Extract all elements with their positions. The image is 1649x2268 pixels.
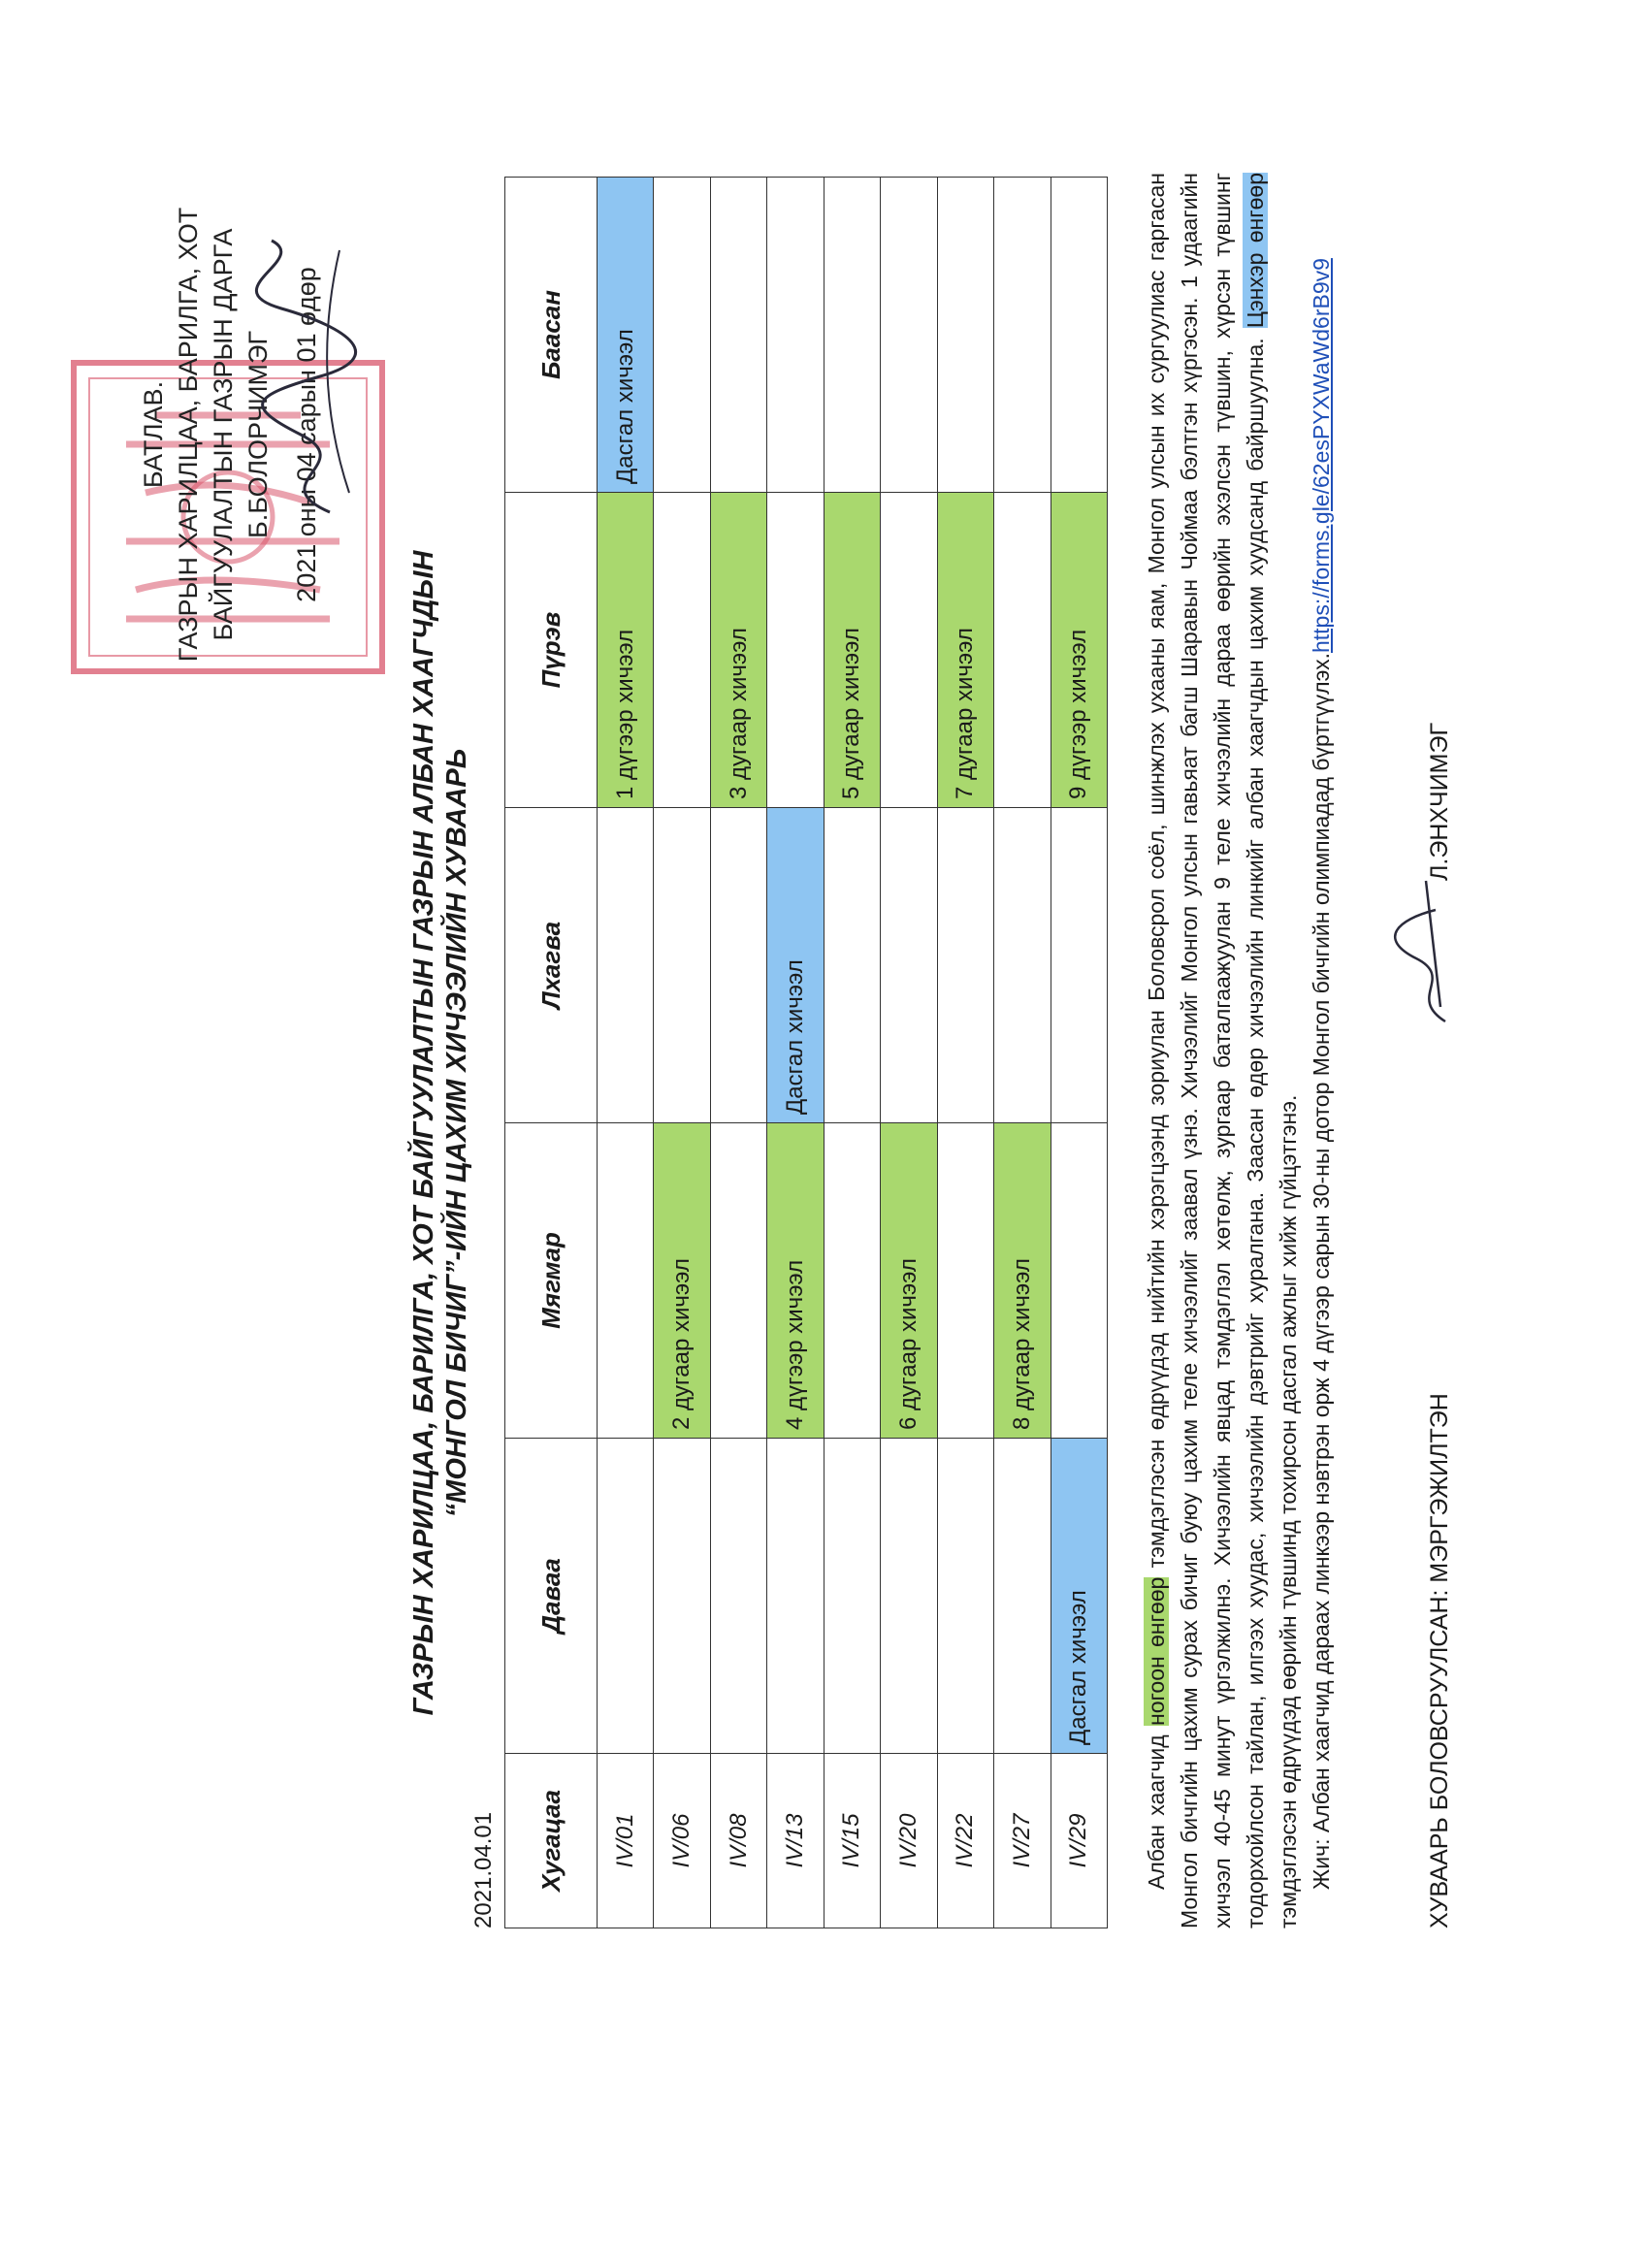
table-cell	[710, 808, 766, 1123]
text-segment: Албан хаагчид	[1144, 1725, 1169, 1890]
lesson-cell: 8 дугаар хичээл	[994, 1123, 1051, 1439]
table-row	[654, 178, 710, 1928]
table-cell	[767, 1439, 824, 1754]
header-tuesday: Мягмар	[505, 1123, 598, 1439]
prepared-by-label: ХУВААРЬ БОЛОВСРУУЛСАН: МЭРГЭЖИЛТЭН	[1426, 1393, 1453, 1928]
header-thursday: Пүрэв	[505, 493, 598, 808]
table-row	[937, 178, 993, 1928]
approval-org-line: ГАЗРЫН ХАРИЛЦАА, БАРИЛГА, ХОТ	[174, 207, 203, 663]
table-cell	[710, 1123, 766, 1439]
table-row	[767, 178, 824, 1928]
table-cell	[937, 178, 993, 493]
table-cell	[937, 808, 993, 1123]
table-cell	[824, 1439, 880, 1754]
green-highlight: ногоон өнгөөр	[1144, 1576, 1169, 1726]
table-cell	[598, 1439, 654, 1754]
approval-date: 2021 оны 04 сарын 01 өдөр	[292, 267, 321, 602]
title-line-2: “МОНГОЛ БИЧИГ”-ИЙН ЦАХИМ ХИЧЭЭЛИЙН ХУВААРЬ	[441, 748, 472, 1518]
approval-signer-name: Б.БОЛОРЧИМЭГ	[243, 331, 273, 538]
approval-position-line: БАЙГУУЛАЛТЫН ГАЗРЫН ДАРГА	[209, 228, 238, 641]
exercise-cell: Дасгал хичээл	[767, 808, 824, 1123]
approval-heading: БАТЛАВ.	[139, 380, 168, 489]
table-cell	[654, 493, 710, 808]
table-cell	[937, 1123, 993, 1439]
table-cell	[710, 178, 766, 493]
table-cell	[1051, 178, 1108, 493]
schedule-table	[504, 177, 1108, 1928]
table-cell	[598, 808, 654, 1123]
table-header-row	[505, 178, 598, 1928]
table-cell	[767, 178, 824, 493]
table-cell	[994, 493, 1051, 808]
header-friday: Баасан	[505, 178, 598, 493]
date-cell: IV/20	[881, 1754, 937, 1928]
table-row	[710, 178, 766, 1928]
table-cell	[881, 808, 937, 1123]
lesson-cell: 1 дүгээр хичээл	[598, 493, 654, 808]
specialist-signature	[1387, 871, 1465, 1026]
date-cell: IV/27	[994, 1754, 1051, 1928]
table-row	[994, 178, 1051, 1928]
date-cell: IV/01	[598, 1754, 654, 1928]
table-cell	[994, 808, 1051, 1123]
instructions-text	[1140, 173, 1338, 1928]
table-cell	[881, 178, 937, 493]
table-cell	[994, 1439, 1051, 1754]
table-cell	[824, 808, 880, 1123]
lesson-cell: 4 дүгээр хичээл	[767, 1123, 824, 1439]
table-cell	[881, 1439, 937, 1754]
document-title	[407, 454, 473, 1812]
lesson-cell: 9 дүгээр хичээл	[1051, 493, 1108, 808]
table-cell	[654, 808, 710, 1123]
lesson-cell: 3 дугаар хичээл	[710, 493, 766, 808]
date-cell: IV/29	[1051, 1754, 1108, 1928]
date-cell: IV/15	[824, 1754, 880, 1928]
prepared-by-name: Л.ЭНХЧИМЭГ	[1426, 722, 1453, 881]
table-cell	[598, 1123, 654, 1439]
note-paragraph	[1305, 173, 1338, 1928]
table-cell	[1051, 808, 1108, 1123]
header-date: Хугацаа	[505, 1754, 598, 1928]
table-cell	[881, 493, 937, 808]
date-cell: IV/13	[767, 1754, 824, 1928]
table-cell	[994, 178, 1051, 493]
table-row	[881, 178, 937, 1928]
approver-signature	[242, 231, 369, 522]
note-text: Жич: Албан хаагчид дараах линкээр нэвтрэн орж 4 дүгээр сарын 30-ны дотор Монгол бичгийн олимпиадад бүртгүүлэх.	[1309, 653, 1334, 1890]
lesson-cell: 7 дугаар хичээл	[937, 493, 993, 808]
table-cell	[654, 178, 710, 493]
text-segment: тэмдэглэсэн өдрүүдэд нийтийн хэрэгцээнд зориулан Боловсрол соёл, шинжлэх ухааны яам, Монгол улсын их сургуулиас гаргасан Монгол бичгийн цахим сурах бичиг буюу цахим теле хичээлийг заавал үзнэ. Хичээлийг Монгол улсын гавьяат багш Шаравын Чоймаа бэлтгэн хүргэсэн. 1 удаагийн хичээл 40-45 минут үргэлжилнэ. Хичээлийн явцад тэмдэглэл хөтөлж, зургаар баталгаажуулан 9 теле хичээлийн дараа өөрийн эхэлсэн түвшин, хүрсэн түвшинг тодорхойлсон тайлан, илгээх хуудас, хичээлийн дэвтрийг хуралгана. Заасан өдөр хичээлийн линкийг албан хаагчдын цахим хуудсанд байршуулна.	[1144, 173, 1268, 1928]
blue-highlight: Цэнхэр өнгөөр	[1243, 173, 1268, 329]
text-segment: тэмдэглэсэн өдрүүдэд өөрийн түвшинд тохирсон дасгал ажлыг хийж гүйцэтгэнэ.	[1276, 1094, 1301, 1928]
title-line-1: ГАЗРЫН ХАРИЛЦАА, БАРИЛГА, ХОТ БАЙГУУЛАЛТЫН ГАЗРЫН АЛБАН ХААГЧДЫН	[408, 550, 439, 1716]
date-cell: IV/22	[937, 1754, 993, 1928]
table-cell	[710, 1439, 766, 1754]
exercise-cell: Дасгал хичээл	[598, 178, 654, 493]
table-cell	[1051, 1123, 1108, 1439]
table-row	[598, 178, 654, 1928]
document-date: 2021.04.01	[470, 1811, 497, 1928]
table-cell	[767, 493, 824, 808]
table-cell	[824, 1123, 880, 1439]
exercise-cell: Дасгал хичээл	[1051, 1439, 1108, 1754]
header-monday: Даваа	[505, 1439, 598, 1754]
instructions-paragraph	[1140, 173, 1305, 1928]
table-cell	[654, 1439, 710, 1754]
date-cell: IV/08	[710, 1754, 766, 1928]
table-row	[824, 178, 880, 1928]
lesson-cell: 6 дугаар хичээл	[881, 1123, 937, 1439]
header-wednesday: Лхагва	[505, 808, 598, 1123]
table-row	[1051, 178, 1108, 1928]
registration-link[interactable]: https://forms.gle/62esPYXWaWd6rB9v9	[1309, 258, 1334, 654]
table-cell	[824, 178, 880, 493]
lesson-cell: 2 дугаар хичээл	[654, 1123, 710, 1439]
table-cell	[937, 1439, 993, 1754]
date-cell: IV/06	[654, 1754, 710, 1928]
lesson-cell: 5 дугаар хичээл	[824, 493, 880, 808]
